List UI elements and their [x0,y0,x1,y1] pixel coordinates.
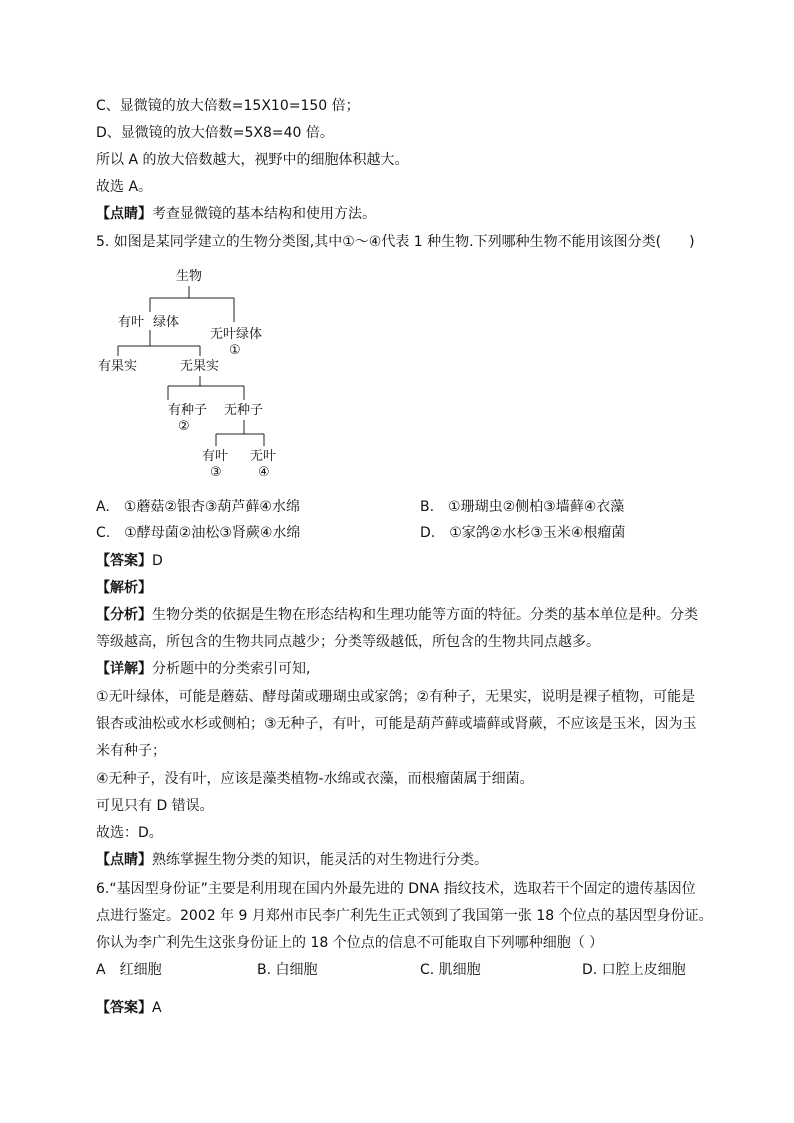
q6-option-b: B. 白细胞 [257,962,318,978]
option-b: B. ①珊瑚虫②侧柏③墙藓④衣藻 [420,499,625,515]
q6-option-c: C. 肌细胞 [420,962,481,978]
analysis-tag: 【解析】 [96,580,152,596]
tree-mark-2: ② [178,419,190,434]
tree-leaf: 有叶 [202,449,229,464]
tree-no-fruit: 无果实 [180,359,220,374]
question-6-line: 你认为李广利先生这张身份证上的 18 个位点的信息不可能取自下列哪种细胞（ ） [96,935,604,951]
key-point-tag: 【点睛】 [96,852,152,868]
answer-tag: 【答案】 [96,1000,152,1016]
key-point-line: 【点睛】熟练掌握生物分类的知识，能灵活的对生物进行分类。 [96,852,488,868]
question-5: 5. 如图是某同学建立的生物分类图,其中①～④代表 1 种生物.下列哪种生物不能用该图分类( ) [96,234,695,250]
tree-has-fruit: 有果实 [98,359,138,374]
text-line: D、显微镜的放大倍数=5X8=40 倍。 [96,125,334,141]
answer-value: D [152,553,163,569]
key-point-text: 考查显微镜的基本结构和使用方法。 [152,206,376,222]
option-d: D. ①家鸽②水杉③玉米④根瘤菌 [420,525,626,541]
tree-green: 绿体 [153,315,180,330]
detail-line: ④无种子，没有叶，应该是藻类植物-水绵或衣藻，而根瘤菌属于细菌。 [96,771,534,787]
text-line: 所以 A 的放大倍数越大，视野中的细胞体积越大。 [96,152,409,168]
detail-line: 米有种子； [96,743,166,759]
tree-no-leaf-green: 无叶绿体 [210,327,263,342]
answer-5 [96,551,163,571]
classification-tree-diagram [96,264,296,484]
tree-mark-3: ③ [210,465,222,480]
tree-mark-4: ④ [258,465,270,480]
tree-no-leaf: 无叶 [250,449,277,464]
question-6-line: 6.“基因型身份证”主要是利用现在国内外最先进的 DNA 指纹技术，选取若干个固定的遗传基因位 [96,881,696,897]
key-point-line [96,204,376,224]
analysis-line: 等级越高，所包含的生物共同点越少；分类等级越低，所包含的生物共同点越多。 [96,634,600,650]
tree-mark-1: ① [229,343,241,358]
answer-value: A [152,1000,162,1016]
text-line: 故选 A。 [96,179,153,195]
question-6-line: 点进行鉴定。2002 年 9 月郑州市民李广利先生正式领到了我国第一张 18 个位点的基因型身份证。 [96,908,713,924]
answer-6 [96,998,162,1018]
tree-has-seed: 有种子 [168,403,208,418]
detail-line: 故选：D。 [96,825,163,841]
detail-line: 银杏或油松或水杉或侧柏；③无种子，有叶，可能是葫芦藓或墙藓或肾蕨，不应该是玉米，因为玉 [96,716,697,732]
answer-tag: 【答案】 [96,553,152,569]
fenxi-tag: 【分析】 [96,607,152,623]
text-line: C、显微镜的放大倍数=15X10=150 倍； [96,98,360,114]
option-a: A. ①蘑菇②银杏③葫芦藓④水绵 [96,499,300,515]
detail-line: 【详解】分析题中的分类索引可知, [96,661,311,677]
analysis-line: 【分析】生物分类的依据是生物在形态结构和生理功能等方面的特征。分类的基本单位是种。分类 [96,607,698,623]
xiangjie-tag: 【详解】 [96,661,152,677]
option-c: C. ①酵母菌②油松③肾蕨④水绵 [96,525,301,541]
q6-option-d: D. 口腔上皮细胞 [582,962,686,978]
key-point-tag: 【点睛】 [96,206,152,222]
tree-root: 生物 [176,269,203,284]
detail-line: 可见只有 D 错误。 [96,798,214,814]
tree-has-leaf: 有叶 [118,315,145,330]
q6-option-a: A 红细胞 [96,962,162,978]
detail-line: ①无叶绿体，可能是蘑菇、酵母菌或珊瑚虫或家鸽；②有种子，无果实，说明是裸子植物，可能是 [96,689,696,705]
tree-no-seed: 无种子 [224,403,264,418]
